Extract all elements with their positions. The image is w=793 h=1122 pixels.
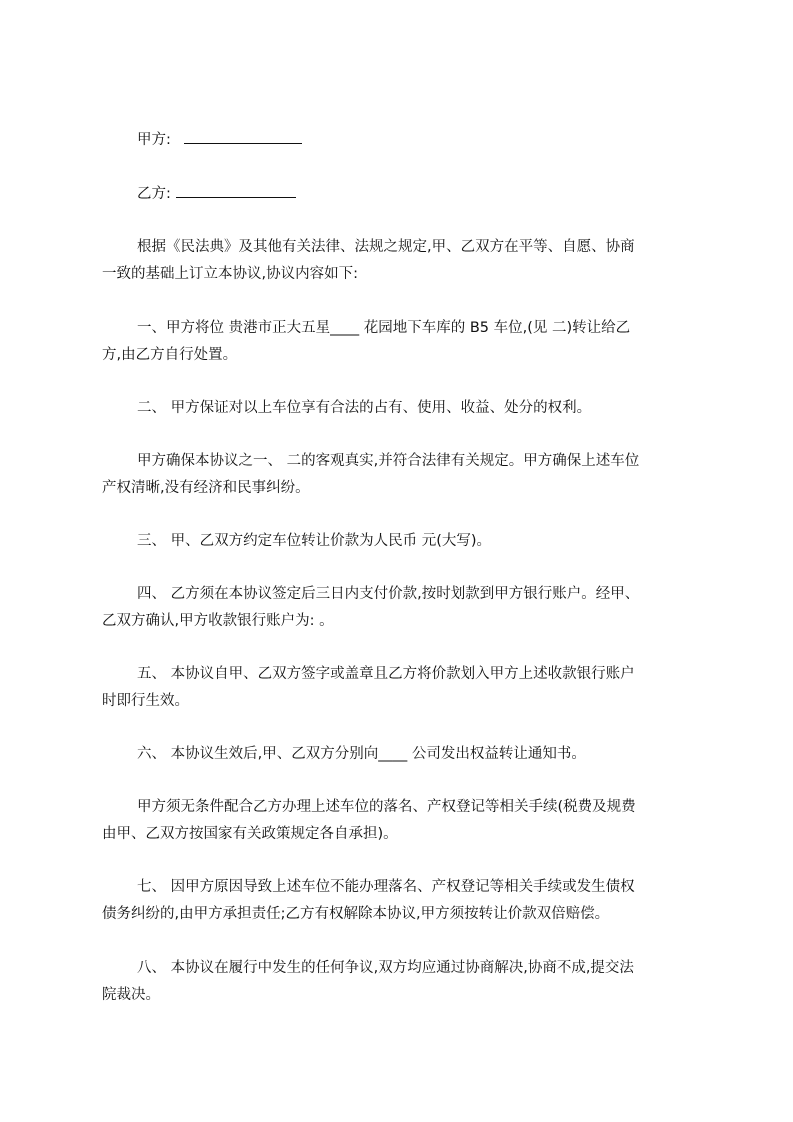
party-a-blank[interactable] [184,127,302,144]
party-b-line [137,180,737,208]
paragraph-11-line-2: 院裁决。 [102,987,160,1003]
paragraph-1-line-2: 一致的基础上订立本协议,协议内容如下: [102,266,358,282]
party-a-line [137,126,737,154]
paragraph-9-line-2: 由甲、乙双方按国家有关政策规定各自承担)。 [102,826,398,842]
party-b-blank[interactable] [176,181,296,198]
paragraph-11-line-1: 八、 本协议在履行中发生的任何争议,双方均应通过协商解决,协商不成,提交法 [137,960,634,976]
paragraph-2-line-2: 方,由乙方自行处置。 [102,347,238,363]
paragraph-3-line-1: 二、 甲方保证对以上车位享有合法的占有、使用、收益、处分的权利。 [137,400,592,416]
paragraph-10-line-2: 债务纠纷的,由甲方承担责任;乙方有权解除本协议,甲方须按转让价款双倍赔偿。 [102,906,610,922]
paragraph-10-line-1: 七、 因甲方原因导致上述车位不能办理落名、产权登记等相关手续或发生债权 [137,879,635,895]
paragraph-7-line-2: 时即行生效。 [102,693,189,709]
party-b-label: 乙方: [137,186,171,202]
paragraph-9-line-1: 甲方须无条件配合乙方办理上述车位的落名、产权登记等相关手续(税费及规费 [137,799,636,815]
paragraph-7-line-1: 五、 本协议自甲、乙双方签字或盖章且乙方将价款划入甲方上述收款银行账户 [137,666,635,682]
paragraph-4-line-2: 产权清晰,没有经济和民事纠纷。 [102,480,310,496]
paragraph-2-line-1: 一、甲方将位 贵港市正大五星____ 花园地下车库的 B5 车位,(见 二)转让给乙 [137,320,631,336]
paragraph-6-line-2: 乙双方确认,甲方收款银行账户为: 。 [102,613,334,629]
paragraph-6-line-1: 四、 乙方须在本协议签定后三日内支付价款,按时划款到甲方银行账户。经甲、 [137,586,640,602]
paragraph-4-line-1: 甲方确保本协议之一、 二的客观真实,并符合法律有关规定。甲方确保上述车位 [137,453,640,469]
paragraph-1-line-1: 根据《民法典》及其他有关法律、法规之规定,甲、乙双方在平等、自愿、协商 [137,239,635,255]
paragraph-5-line-1: 三、 甲、乙双方约定车位转让价款为人民币 元(大写)。 [137,533,492,549]
paragraph-8-line-1: 六、 本协议生效后,甲、乙双方分别向____ 公司发出权益转让通知书。 [137,746,586,762]
party-a-label: 甲方: [137,132,171,148]
